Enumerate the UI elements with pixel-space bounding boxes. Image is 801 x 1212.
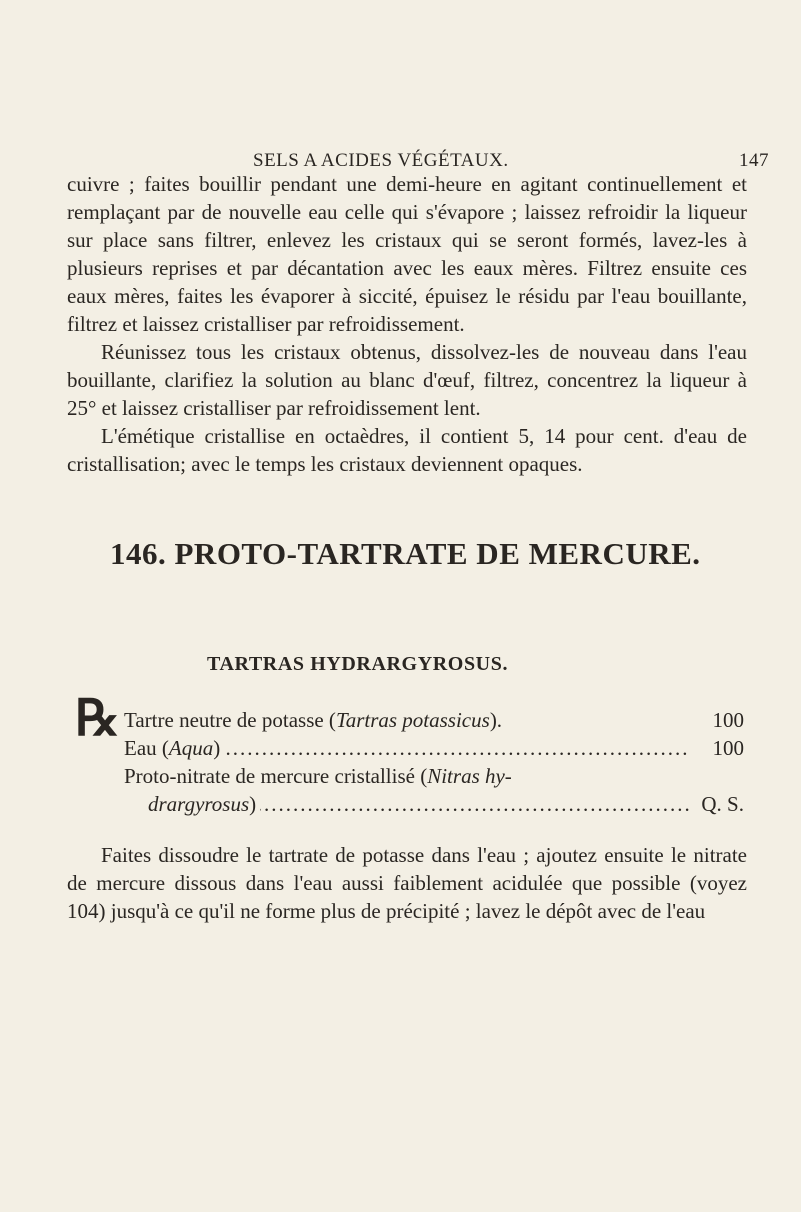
recipe-item-name: Proto-nitrate de mercure cristallisé ( (124, 764, 428, 788)
recipe-symbol: ℞ (75, 690, 120, 746)
paragraph-2-text: Réunissez tous les cristaux obtenus, dissolvez-les de nouveau dans l'eau bouillante, clarifiez la solution au blanc d'œuf, filtrez, concentrez la liqueur à 25° et laissez cristalliser par refroidissement lent. (67, 340, 747, 420)
paragraph-3-text: L'émétique cristallise en octaèdres, il contient 5, 14 pour cent. d'eau de cristallisation; avec le temps les cristaux deviennent opaques. (67, 424, 747, 476)
recipe-item-qty: 100 (712, 736, 744, 760)
recipe-line (124, 790, 744, 818)
paragraph-4-text: Faites dissoudre le tartrate de potasse dans l'eau ; ajoutez ensuite le nitrate de mercure dissous dans l'eau aussi faiblement acidulée que possible (voyez 104) jusqu'à ce qu'il ne forme plus de précipité ; lavez le dépôt avec de l'eau (67, 843, 747, 923)
recipe-line (124, 706, 744, 734)
section-heading: 146. PROTO-TARTRATE DE MERCURE. (110, 536, 701, 571)
recipe-line (124, 762, 744, 790)
recipe-item-latin: Nitras hy- (427, 764, 512, 788)
running-head-title: SELS A ACIDES VÉGÉTAUX. (253, 150, 509, 171)
recipe-item-qty: 100 (712, 708, 744, 732)
recipe-item-name: Tartre neutre de potasse ( (124, 708, 336, 732)
page-number: 147 (739, 150, 769, 171)
paragraph-4 (67, 841, 747, 925)
recipe-item-latin: drargyrosus (148, 792, 250, 816)
paragraph-3 (67, 422, 747, 478)
recipe-item-close: ) (213, 736, 221, 760)
recipe-item-latin: Tartras potassicus (335, 708, 490, 732)
recipe-item-latin: Aqua (168, 736, 214, 760)
recipe-item-close: ) (249, 792, 257, 816)
recipe-item-name: Eau ( (124, 736, 169, 760)
paragraph-1 (67, 170, 747, 338)
paragraph-2 (67, 338, 747, 422)
recipe-item-close: ). (489, 708, 503, 732)
recipe-item-qty: Q. S. (701, 792, 744, 816)
paragraph-1-text: cuivre ; faites bouillir pendant une demi-heure en agitant continuellement et remplaçant par de nouvelle eau celle qui s'évapore ; laissez refroidir la liqueur sur place sans filtrer, enlevez les cristaux qui se seront formés, lavez-les à plusieurs reprises et par décantation avec les eaux mères. Filtrez ensuite ces eaux mères, faites les évaporer à siccité, épuisez le résidu par l'eau bouillante, filtrez et laissez cristalliser par refroidissement. (67, 172, 747, 336)
recipe-line (124, 734, 744, 762)
latin-subheading: TARTRAS HYDRARGYROSUS. (207, 653, 509, 675)
